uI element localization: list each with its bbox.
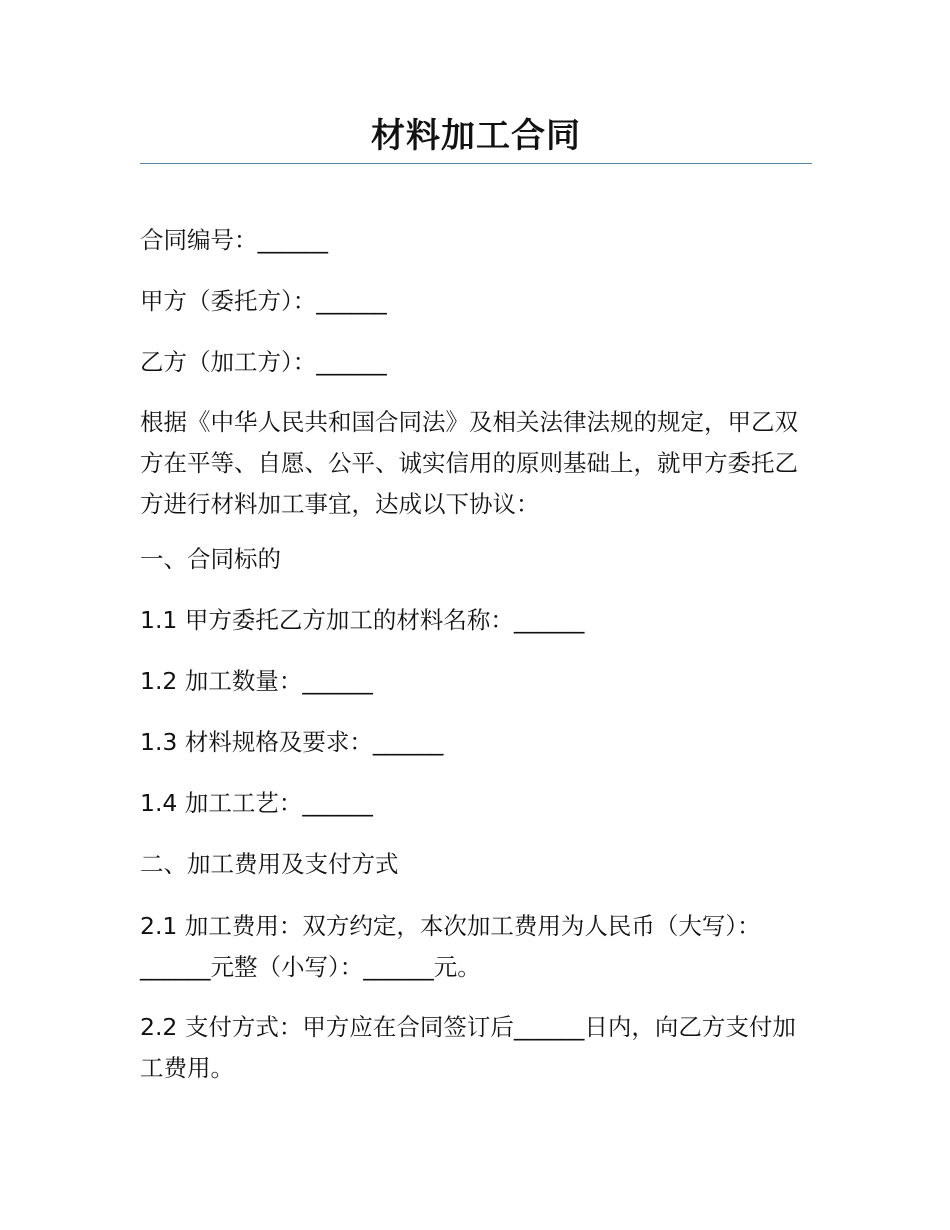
party-a-line: 甲方（委托方）：______ — [140, 287, 387, 315]
document-title: 材料加工合同 — [371, 116, 581, 156]
title-divider — [140, 163, 812, 164]
item-1-1: 1.1 甲方委托乙方加工的材料名称：______ — [140, 606, 585, 634]
item-2-1: 2.1 加工费用：双方约定，本次加工费用为人民币（大写）：______元整（小写）：______元。 — [140, 912, 761, 981]
party-b-line: 乙方（加工方）：______ — [140, 348, 387, 376]
section-2-heading: 二、加工费用及支付方式 — [140, 850, 399, 878]
preamble-paragraph: 根据《中华人民共和国合同法》及相关法律法规的规定，甲乙双方在平等、自愿、公平、诚实信用的原则基础上，就甲方委托乙方进行材料加工事宜，达成以下协议： — [140, 408, 798, 518]
item-1-4: 1.4 加工工艺：______ — [140, 789, 373, 817]
item-1-2: 1.2 加工数量：______ — [140, 667, 373, 695]
contract-page — [140, 0, 812, 1082]
section-1-heading: 一、合同标的 — [140, 545, 281, 573]
item-2-2: 2.2 支付方式：甲方应在合同签订后______日内，向乙方支付加工费用。 — [140, 1013, 796, 1082]
contract-number-line: 合同编号：______ — [140, 226, 328, 254]
item-1-3: 1.3 材料规格及要求：______ — [140, 728, 444, 756]
